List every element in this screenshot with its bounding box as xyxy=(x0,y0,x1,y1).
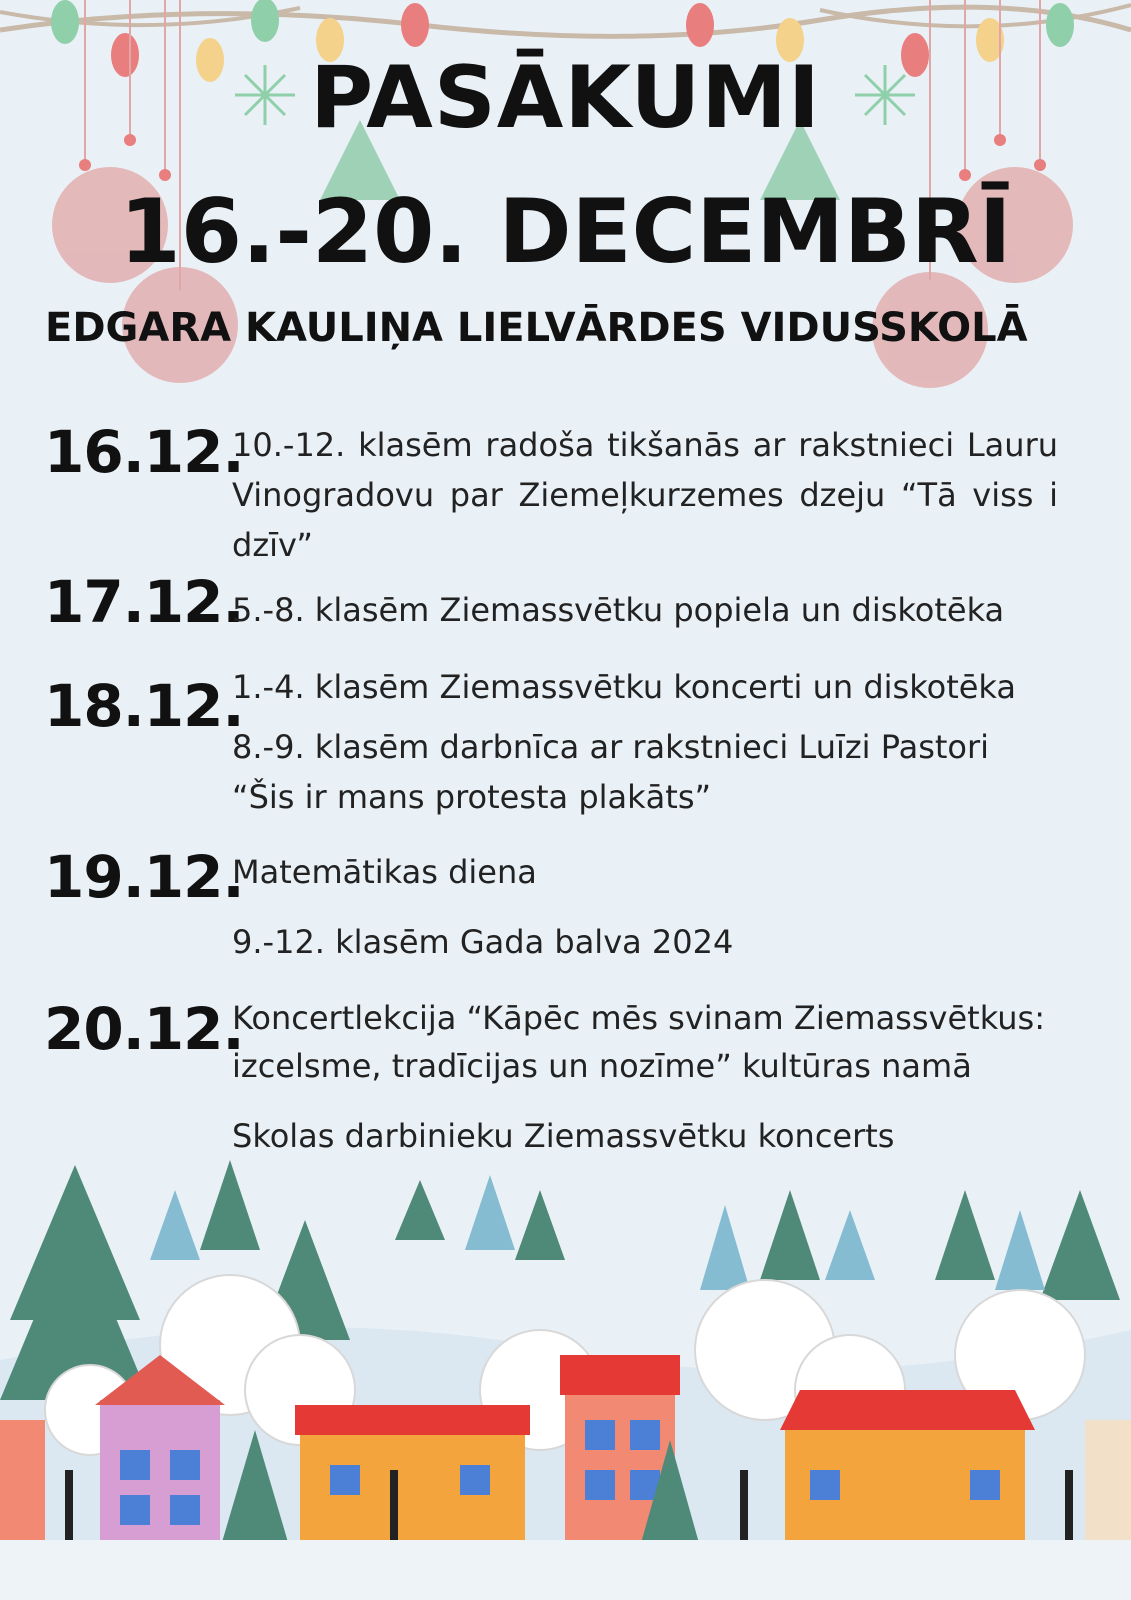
tree-light-icon xyxy=(150,1175,1045,1290)
schedule-date-20: 20.12. xyxy=(44,995,244,1063)
event-16-1: 10.-12. klasēm radoša tikšanās ar rakstnieci Lauru Vinogradovu par Ziemeļkurzemes dzeju “Tā viss i dzīv” xyxy=(232,426,1058,564)
date-range-title: 16.-20. DECEMBRĪ xyxy=(119,180,1012,283)
event-18-1: 1.-4. klasēm Ziemassvētku koncerti un diskotēka xyxy=(232,668,1016,706)
event-20-3: Skolas darbinieku Ziemassvētku koncerts xyxy=(232,1117,895,1155)
school-name: EDGARA KAULIŅA LIELVĀRDES VIDUSSKOLĀ xyxy=(45,305,1028,351)
event-17-1: 5.-8. klasēm Ziemassvētku popiela un diskotēka xyxy=(232,591,1005,629)
schedule-date-19: 19.12. xyxy=(44,843,244,911)
schedule-date-17: 17.12. xyxy=(44,568,244,636)
winter-village-illustration xyxy=(0,1150,1131,1600)
schedule-date-16: 16.12. xyxy=(44,418,244,486)
event-19-2: 9.-12. klasēm Gada balva 2024 xyxy=(232,923,734,961)
schedule-date-18: 18.12. xyxy=(44,672,244,740)
page-title: PASĀKUMI xyxy=(310,48,821,148)
event-20-2: izcelsme, tradīcijas un nozīme” kultūras namā xyxy=(232,1047,972,1085)
event-18-3: “Šis ir mans protesta plakāts” xyxy=(232,778,712,816)
event-18-2: 8.-9. klasēm darbnīca ar rakstnieci Luīzi Pastori xyxy=(232,728,990,766)
event-19-1: Matemātikas diena xyxy=(232,853,537,891)
event-20-1: Koncertlekcija “Kāpēc mēs svinam Ziemassvētkus: xyxy=(232,999,1045,1037)
